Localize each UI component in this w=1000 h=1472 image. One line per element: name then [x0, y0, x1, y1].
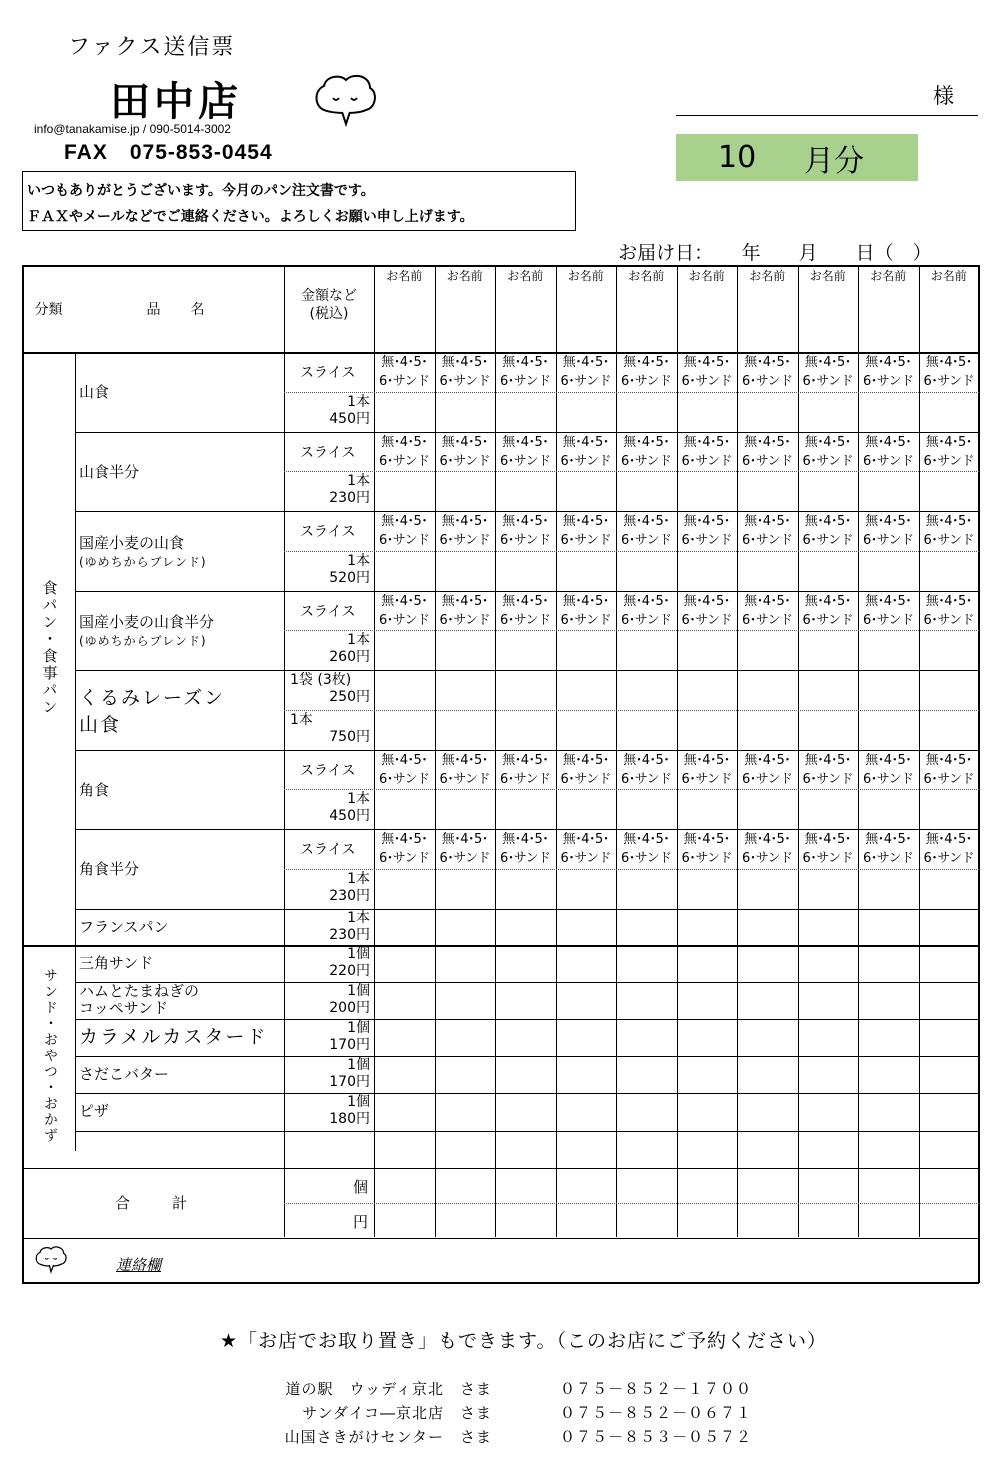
month-box: [676, 134, 918, 181]
greeting-line-2: ＦＡＸやメールなどでご連絡ください。よろしくお願い申し上げます。: [27, 209, 474, 225]
price-cell: 1本 450円: [329, 791, 370, 825]
dotted-divider: [284, 630, 979, 631]
table-border-left: [22, 265, 24, 1283]
dotted-divider: [284, 869, 979, 870]
header-item-name: 品 名: [146, 301, 213, 318]
slice-options: 無･4･5･ 6･サンド: [499, 752, 551, 787]
slice-options: 無･4･5･ 6･サンド: [560, 514, 612, 548]
slice-options: 無･4･5･ 6･サンド: [378, 593, 430, 628]
header-customer-name: お名前: [446, 269, 483, 283]
slice-options: 無･4･5･ 6･サンド: [499, 593, 551, 628]
delivery-label: お届け日： 年 月 日（ ）: [618, 242, 932, 264]
delivery-date[interactable]: [606, 216, 978, 265]
price-cell: 1個 170円: [329, 1019, 370, 1053]
price-cell: 1個 220円: [329, 945, 370, 979]
slice-options: 無･4･5･ 6･サンド: [681, 514, 733, 548]
greeting-box: [22, 171, 576, 231]
slice-options: 無･4･5･ 6･サンド: [923, 832, 975, 866]
price-cell: 1袋 (3枚) 250円: [290, 672, 370, 705]
header-customer-name: お名前: [688, 269, 725, 283]
item-name: 角食: [79, 780, 110, 799]
slice-options: 無･4･5･ 6･サンド: [560, 752, 612, 787]
slice-label: スライス: [300, 444, 356, 461]
greeting-line-1: いつもありがとうございます。今月のパン注文書です。: [27, 183, 375, 199]
sand-item-name: ピザ: [79, 1102, 110, 1121]
dotted-divider: [284, 1203, 979, 1204]
pickup-shop-phone: ０７５－８５３－０５７２: [560, 1428, 753, 1446]
slice-options: 無･4･5･ 6･サンド: [560, 355, 612, 389]
slice-options: 無･4･5･ 6･サンド: [378, 355, 430, 389]
slice-options: 無･4･5･ 6･サンド: [862, 514, 914, 548]
document-title: ファクス送信票: [68, 35, 236, 60]
item-name: 国産小麦の山食半分 (ゆめちからブレンド): [79, 613, 215, 649]
item-name: 国産小麦の山食 (ゆめちからブレンド): [79, 533, 207, 569]
sand-item-name: 三角サンド: [79, 953, 154, 972]
pickup-shop-phone: ０７５－８５２－１７００: [560, 1380, 753, 1398]
sand-item-name: ハムとたまねぎの コッペサンド: [79, 982, 200, 1018]
slice-options: 無･4･5･ 6･サンド: [620, 593, 672, 628]
slice-options: 無･4･5･ 6･サンド: [741, 593, 793, 628]
slice-options: 無･4･5･ 6･サンド: [378, 752, 430, 787]
slice-options: 無･4･5･ 6･サンド: [741, 832, 793, 866]
slice-options: 無･4･5･ 6･サンド: [378, 434, 430, 469]
pickup-shop-name: サンダイコ―京北店 さま: [302, 1404, 492, 1422]
slice-options: 無･4･5･ 6･サンド: [923, 355, 975, 389]
slice-label: スライス: [300, 524, 356, 540]
slice-options: 無･4･5･ 6･サンド: [741, 514, 793, 548]
slice-options: 無･4･5･ 6･サンド: [802, 593, 854, 628]
shop-name: 田中店: [110, 79, 242, 125]
price-cell: 1本 230円: [329, 473, 370, 507]
category-sand: サンド・おやつ・おかず: [42, 968, 58, 1145]
slice-options: 無･4･5･ 6･サンド: [862, 355, 914, 389]
pickup-notice: ★「お店でお取り置き」もできます。（このお店にご予約ください）: [220, 1330, 828, 1352]
header-customer-name: お名前: [567, 269, 604, 283]
item-name: くるみレーズン 山食: [79, 686, 226, 736]
slice-options: 無･4･5･ 6･サンド: [862, 832, 914, 866]
addressee-field[interactable]: [676, 76, 978, 116]
item-name: 山食: [79, 383, 110, 402]
slice-options: 無･4･5･ 6･サンド: [862, 593, 914, 628]
slice-options: 無･4･5･ 6･サンド: [439, 593, 491, 628]
header-customer-name: お名前: [930, 269, 967, 283]
header-customer-name: お名前: [749, 269, 786, 283]
slice-options: 無･4･5･ 6･サンド: [681, 355, 733, 389]
item-name: フランスパン: [79, 918, 169, 936]
category-bread: 食パン・食事パン: [40, 580, 59, 717]
header-category: 分類: [34, 301, 63, 318]
header-customer-name: お名前: [507, 269, 544, 283]
slice-options: 無･4･5･ 6･サンド: [802, 514, 854, 548]
table-border-bottom: [22, 1282, 979, 1284]
slice-options: 無･4･5･ 6･サンド: [499, 832, 551, 866]
price-cell: 1本 230円: [329, 909, 370, 943]
mascot-small-icon: [34, 1244, 68, 1276]
notes-label: 連絡欄: [116, 1255, 162, 1274]
price-cell: 1個 180円: [329, 1094, 370, 1128]
slice-options: 無･4･5･ 6･サンド: [681, 752, 733, 787]
slice-options: 無･4･5･ 6･サンド: [560, 434, 612, 469]
slice-options: 無･4･5･ 6･サンド: [923, 752, 975, 787]
pickup-shop-name: 山国さきがけセンター さま: [284, 1428, 492, 1446]
month-label: 月分: [804, 143, 864, 179]
slice-options: 無･4･5･ 6･サンド: [620, 832, 672, 866]
slice-options: 無･4･5･ 6･サンド: [499, 355, 551, 389]
total-unit-yen: 円: [352, 1212, 368, 1231]
header-customer-name: お名前: [870, 269, 907, 283]
name-divider: [284, 265, 285, 1237]
slice-options: 無･4･5･ 6･サンド: [741, 752, 793, 787]
slice-label: スライス: [300, 842, 356, 858]
slice-options: 無･4･5･ 6･サンド: [620, 752, 672, 787]
slice-options: 無･4･5･ 6･サンド: [439, 832, 491, 866]
slice-label: スライス: [300, 603, 356, 620]
item-name: 角食半分: [79, 860, 140, 879]
header-customer-name: お名前: [628, 269, 665, 283]
mascot-face-icon: [312, 70, 378, 130]
slice-options: 無･4･5･ 6･サンド: [560, 593, 612, 628]
slice-options: 無･4･5･ 6･サンド: [923, 593, 975, 628]
price-cell: 1本 230円: [329, 870, 370, 904]
slice-options: 無･4･5･ 6･サンド: [499, 514, 551, 548]
price-cell: 1本 450円: [329, 393, 370, 427]
slice-options: 無･4･5･ 6･サンド: [439, 355, 491, 389]
price-cell: 1個 200円: [329, 982, 370, 1016]
slice-options: 無･4･5･ 6･サンド: [439, 514, 491, 548]
order-table: [22, 265, 979, 1283]
slice-options: 無･4･5･ 6･サンド: [923, 434, 975, 469]
addressee-suffix: 様: [933, 84, 954, 108]
slice-options: 無･4･5･ 6･サンド: [802, 355, 854, 389]
slice-options: 無･4･5･ 6･サンド: [802, 832, 854, 866]
dotted-divider: [284, 392, 979, 393]
sand-item-name: さだこバター: [79, 1065, 170, 1084]
header-customer-name: お名前: [386, 269, 423, 283]
slice-options: 無･4･5･ 6･サンド: [378, 514, 430, 548]
slice-options: 無･4･5･ 6･サンド: [802, 434, 854, 469]
category-divider: [75, 352, 76, 1151]
slice-options: 無･4･5･ 6･サンド: [862, 434, 914, 469]
pickup-shop-name: 道の駅 ウッディ京北 さま: [285, 1380, 492, 1398]
price-cell: 1本 520円: [329, 552, 370, 586]
slice-options: 無･4･5･ 6･サンド: [741, 434, 793, 469]
fax-number: FAX 075-853-0454: [64, 141, 273, 164]
slice-options: 無･4･5･ 6･サンド: [862, 752, 914, 787]
dotted-divider: [284, 551, 979, 552]
slice-options: 無･4･5･ 6･サンド: [741, 355, 793, 389]
slice-label: スライス: [300, 365, 356, 381]
item-name: 山食半分: [79, 462, 140, 481]
slice-options: 無･4･5･ 6･サンド: [499, 434, 551, 469]
slice-options: 無･4･5･ 6･サンド: [923, 514, 975, 548]
sand-item-name: カラメルカスタード: [79, 1025, 268, 1048]
slice-options: 無･4･5･ 6･サンド: [560, 832, 612, 866]
price-cell: 1本 750円: [290, 711, 370, 745]
dotted-divider: [284, 710, 979, 711]
price-cell: 1個 170円: [329, 1057, 370, 1091]
header-customer-name: お名前: [809, 269, 846, 283]
slice-options: 無･4･5･ 6･サンド: [620, 434, 672, 469]
slice-options: 無･4･5･ 6･サンド: [620, 355, 672, 389]
slice-options: 無･4･5･ 6･サンド: [681, 434, 733, 469]
slice-options: 無･4･5･ 6･サンド: [620, 514, 672, 548]
slice-options: 無･4･5･ 6･サンド: [439, 752, 491, 787]
total-label: 合 計: [114, 1194, 191, 1213]
slice-options: 無･4･5･ 6･サンド: [378, 832, 430, 866]
dotted-divider: [284, 471, 979, 472]
slice-options: 無･4･5･ 6･サンド: [681, 832, 733, 866]
dotted-divider: [284, 789, 979, 790]
contact-info: info@tanakamise.jp / 090-5014-3002: [34, 122, 231, 136]
slice-options: 無･4･5･ 6･サンド: [681, 593, 733, 628]
slice-options: 無･4･5･ 6･サンド: [802, 752, 854, 787]
header-price: 金額など (税込): [301, 288, 357, 322]
row-divider: [22, 1238, 979, 1240]
month-number: 10: [718, 140, 757, 175]
slice-label: スライス: [300, 762, 356, 779]
price-cell: 1本 260円: [329, 632, 370, 666]
row-divider: [75, 1131, 979, 1132]
slice-options: 無･4･5･ 6･サンド: [439, 434, 491, 469]
pickup-shop-phone: ０７５－８５２－０６７１: [560, 1404, 753, 1422]
total-unit-count: 個: [352, 1177, 368, 1196]
